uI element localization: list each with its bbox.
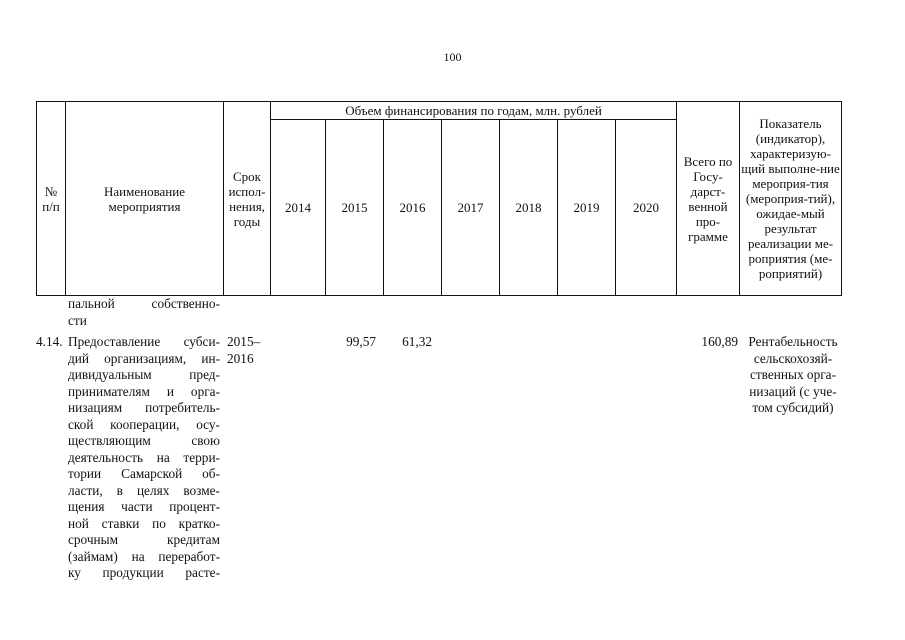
row-name [68, 334, 220, 582]
header-year: 2014 [271, 120, 326, 296]
indicator-line: том субсидий) [752, 400, 834, 415]
header-table [36, 101, 842, 296]
indicator-line: ственных орга- [749, 367, 837, 382]
header-year: 2015 [326, 120, 384, 296]
continuation-line: пальной собственно- [68, 296, 220, 311]
header-name: Наименование мероприятия [66, 102, 224, 296]
header-term: Срок испол-нения, годы [224, 102, 271, 296]
header-funding: Объем финансирования по годам, млн. рублей [271, 102, 677, 120]
name-line: тории Самарской об- [68, 466, 220, 481]
name-line: срочным кредитам [68, 532, 220, 547]
header-year: 2020 [616, 120, 677, 296]
header-num: № п/п [37, 102, 66, 296]
header-year: 2018 [500, 120, 558, 296]
term-line: 2015– [227, 334, 261, 349]
name-line: ку продукции расте- [68, 565, 220, 580]
indicator-line: Рентабельность [748, 334, 838, 349]
indicator-line: сельскохозяй- [753, 350, 833, 366]
row-number: 4.14. [36, 334, 63, 349]
header-year: 2016 [384, 120, 442, 296]
term-line: 2016 [227, 350, 254, 366]
row-total: 160,89 [701, 334, 738, 349]
name-line: ской кооперации, осу- [68, 416, 220, 432]
header-total: Всего по Госу-дарст-венной про-грамме [677, 102, 740, 296]
name-line: Предоставление субси- [68, 334, 220, 349]
row-term [227, 334, 271, 367]
name-line: ществляющим свою [68, 433, 220, 448]
name-line: щения части процент- [68, 499, 220, 514]
name-line: ласти, в целях возме- [68, 482, 220, 498]
indicator-line: низаций (с уче- [749, 383, 837, 399]
header-year: 2019 [558, 120, 616, 296]
name-line: дий организациям, ин- [68, 350, 220, 366]
continuation-text [68, 296, 220, 329]
page-number: 100 [443, 50, 462, 64]
value-2016: 61,32 [402, 334, 432, 349]
name-line: ной ставки по кратко- [68, 515, 220, 531]
header-year: 2017 [442, 120, 500, 296]
continuation-line: сти [68, 312, 87, 328]
name-line: деятельность на терри- [68, 449, 220, 465]
header-indicator: Показатель (индикатор), характеризую-щий выполне-ние мероприя-тия (мероприя-тий), ожидае-мый результат реализации ме-роприятия (ме-роприятий) [740, 102, 842, 296]
value-2015: 99,57 [346, 334, 376, 349]
name-line: (займам) на переработ- [68, 548, 220, 564]
name-line: принимателям и орга- [68, 383, 220, 399]
name-line: дивидуальным пред- [68, 367, 220, 382]
name-line: низациям потребитель- [68, 400, 220, 415]
row-indicator [743, 334, 843, 417]
